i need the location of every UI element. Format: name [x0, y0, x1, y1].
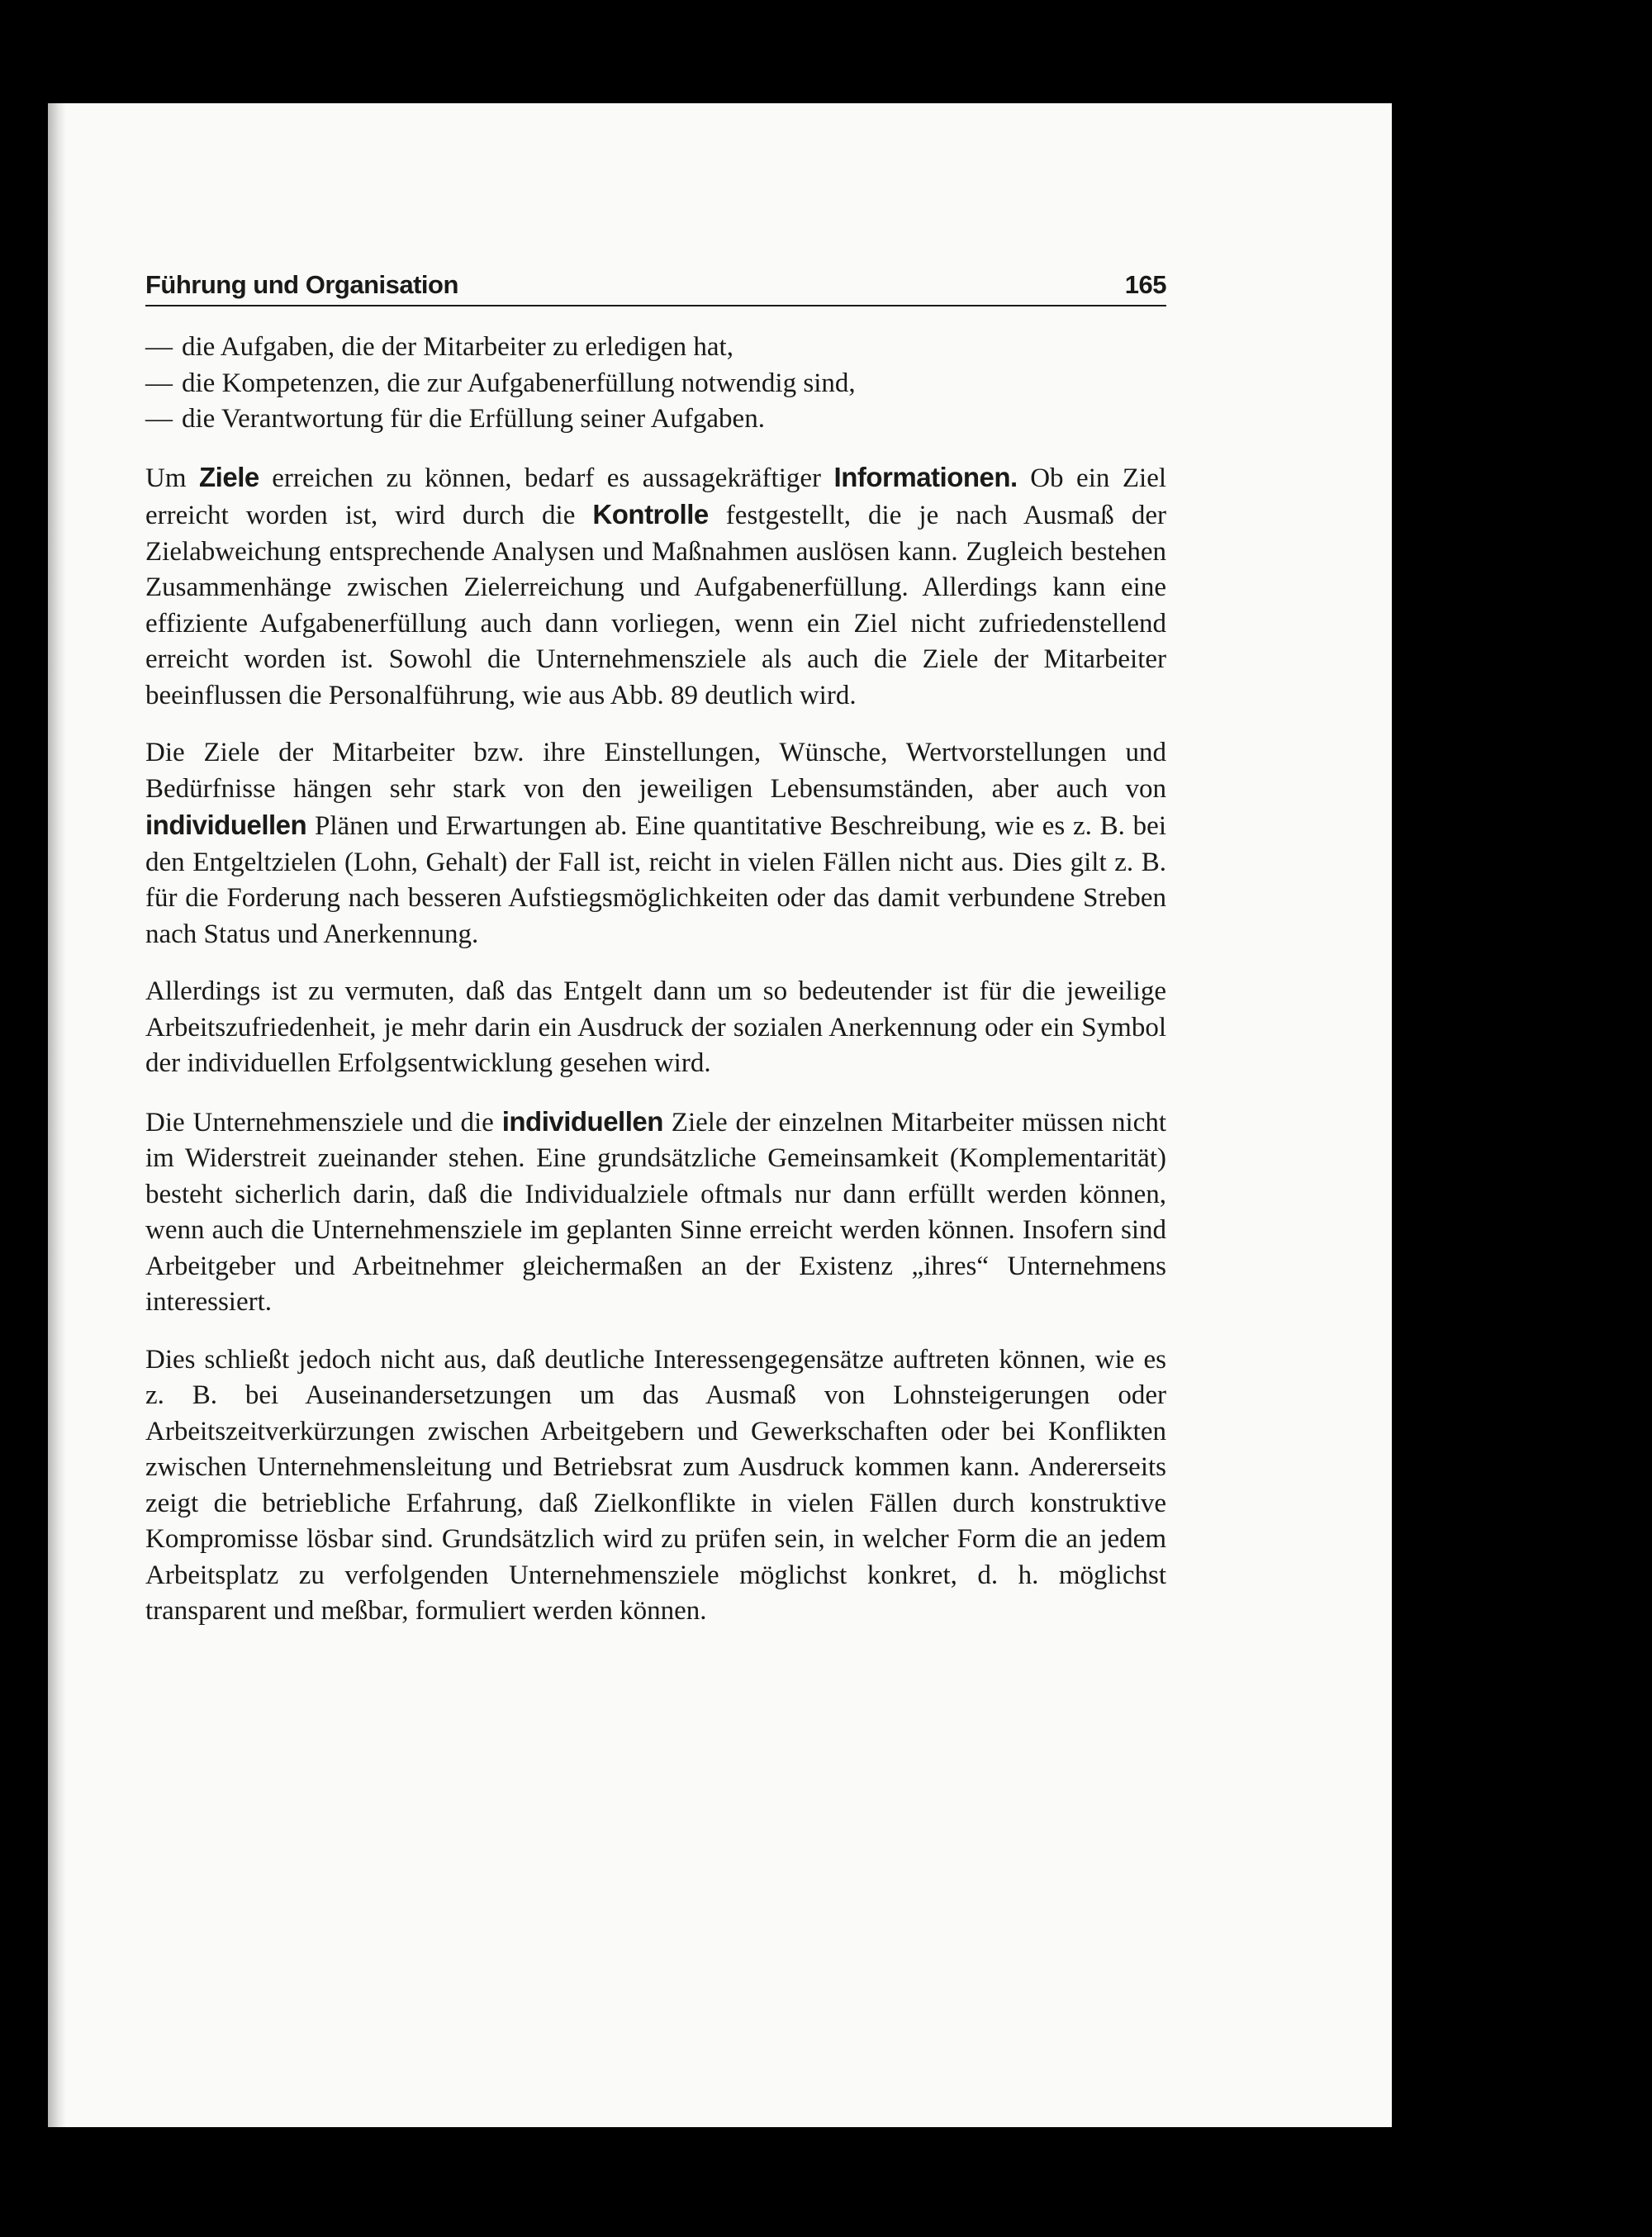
paragraph-remuneration: Allerdings ist zu vermuten, daß das Entgelt dann um so bedeutender ist für die jeweilige Arbeitszufriedenheit, je mehr darin ein Ausdruck der sozialen Anerkennung oder ein Symbol der individuellen Erfolgsentwicklung gesehen wird. — [145, 976, 1166, 1078]
term-ziele: Ziele — [199, 461, 259, 492]
term-informationen: Informationen. — [833, 461, 1018, 492]
paragraph-employee-goals: Die Ziele der Mitarbeiter bzw. ihre Einstellungen, Wünsche, Wertvorstellungen und Bedürfnisse hängen sehr stark von den jeweiligen Lebensumständen, aber auch von individuellen Plänen und Erwartungen ab. Eine quantitative Beschreibung, wie es z. B. bei den Entgeltzielen (Lohn, Gehalt) der Fall ist, reicht in vielen Fällen nicht aus. Dies gilt z. B. für die Forderung nach besseren Aufstiegsmöglichkeiten oder das damit verbundene Streben nach Status und Anerkennung. — [145, 738, 1166, 949]
book-page — [48, 103, 1392, 2127]
running-header — [145, 268, 1166, 306]
paragraph-goals-information: Um Ziele erreichen zu können, bedarf es aussagekräftiger Informationen. Ob ein Ziel erreicht worden ist, wird durch die Kontrolle festgestellt, die je nach Ausmaß der Zielabweichung entsprechende Analysen und Maßnahmen auslösen kann. Zugleich bestehen Zusammenhänge zwischen Zielerreichung und Aufgabenerfüllung. Allerdings kann eine effiziente Aufgabenerfüllung auch dann vorliegen, wenn ein Ziel nicht zufriedenstellend erreicht worden ist. Sowohl die Unternehmensziele als auch die Ziele der Mitarbeiter beeinflussen die Personalführung, wie aus Abb. 89 deutlich wird. — [145, 461, 1167, 710]
list-item: — die Aufgaben, die der Mitarbeiter zu erledigen hat, — [145, 330, 1166, 366]
term-individuellen: individuellen — [501, 1105, 663, 1137]
term-individuellen: individuellen — [145, 810, 307, 840]
dash-list — [145, 330, 1166, 438]
chapter-title: Führung und Organisation — [145, 270, 458, 299]
list-item: — die Kompetenzen, die zur Aufgabenerfüllung notwendig sind, — [145, 366, 1166, 402]
page-number: 165 — [1124, 270, 1166, 299]
term-kontrolle: Kontrolle — [592, 499, 709, 530]
paragraph-conflicts: Dies schließt jedoch nicht aus, daß deutliche Interessengegensätze auftreten können, wie es z. B. bei Auseinandersetzungen um das Ausmaß von Lohnsteigerungen oder Arbeitszeitverkürzungen zwischen Arbeitgebern und Gewerkschaften oder bei Konflikten zwischen Unternehmensleitung und Betriebsrat zum Ausdruck kommen kann. Andererseits zeigt die betriebliche Erfahrung, daß Zielkonflikte in vielen Fällen durch konstruktive Kompromisse lösbar sind. Grundsätzlich wird zu prüfen sein, in welcher Form die an jedem Arbeitsplatz zu verfolgenden Unternehmensziele möglichst konkret, d. h. möglichst transparent und meßbar, formuliert werden können. — [145, 1344, 1166, 1626]
page-content — [145, 268, 1166, 1651]
list-item: — die Verantwortung für die Erfüllung seiner Aufgaben. — [145, 401, 1166, 438]
page-binding-shadow — [48, 103, 66, 2127]
paragraph-corporate-goals: Die Unternehmensziele und die individuellen Ziele der einzelnen Mitarbeiter müssen nicht im Widerstreit zueinander stehen. Eine grundsätzliche Gemeinsamkeit (Komplementarität) besteht sicherlich darin, daß die Individualziele oftmals nur dann erfüllt werden können, wenn auch die Unternehmensziele im geplanten Sinne erreicht werden können. Insofern sind Arbeitgeber und Arbeitnehmer gleichermaßen an der Existenz „ihres“ Unternehmens interessiert. — [145, 1105, 1166, 1317]
